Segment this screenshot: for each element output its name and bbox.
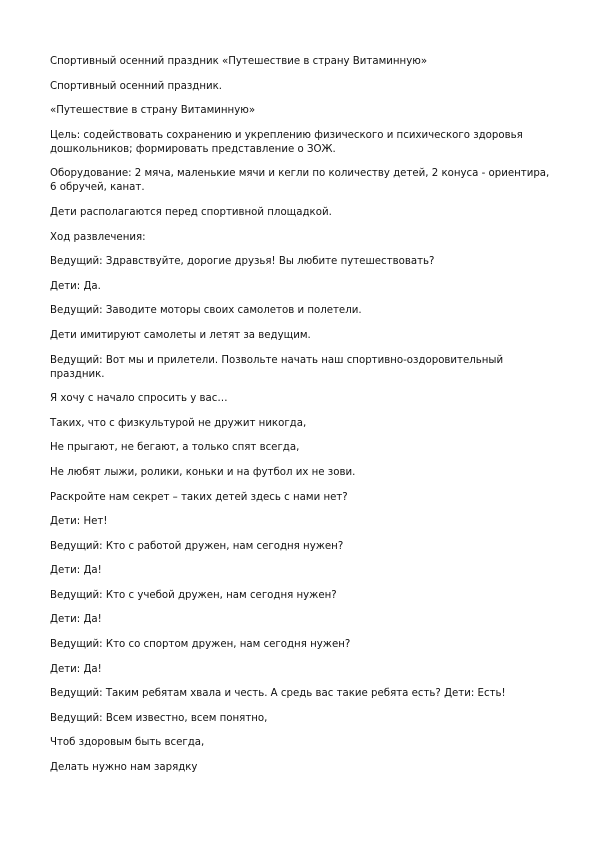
poem-line: Не прыгают, не бегают, а только спят всегда,	[50, 442, 300, 454]
dialogue-line: Дети: Нет!	[50, 516, 108, 528]
subtitle-quote: «Путешествие в страну Витаминную»	[50, 105, 256, 117]
dialogue-line: Дети имитируют самолеты и летят за ведущим.	[50, 329, 311, 341]
poem-line: Чтоб здоровым быть всегда,	[50, 737, 205, 749]
dialogue-line: Ведущий: Заводите моторы своих самолетов и полетели.	[50, 305, 362, 317]
document-title: Спортивный осенний праздник «Путешествие в страну Витаминную»	[50, 56, 428, 67]
dialogue-line: Я хочу с начало спросить у вас…	[50, 393, 228, 405]
poem-line: Таких, что с физкультурой не дружит никогда,	[50, 417, 307, 429]
dialogue-line: Ведущий: Кто со спортом дружен, нам сегодня нужен?	[50, 639, 351, 651]
dialogue-line: Дети: Да!	[50, 663, 102, 675]
equipment-paragraph: Оборудование: 2 мяча, маленькие мячи и кегли по количеству детей, 2 конуса - ориентира, 6 обручей, канат.	[50, 168, 550, 194]
dialogue-line: Ведущий: Здравствуйте, дорогие друзья! Вы любите путешествовать?	[50, 256, 435, 268]
poem-line: Раскройте нам секрет – таких детей здесь с нами нет?	[50, 491, 348, 503]
section-heading: Ход развлечения:	[50, 231, 146, 243]
poem-line: Не любят лыжи, ролики, коньки и на футбол их не зови.	[50, 466, 356, 478]
document-body	[50, 55, 550, 786]
dialogue-line: Ведущий: Таким ребятам хвала и честь. А средь вас такие ребята есть? Дети: Есть!	[50, 688, 506, 700]
poem-line: Делать нужно нам зарядку	[50, 762, 198, 774]
subtitle-line: Спортивный осенний праздник.	[50, 80, 223, 92]
dialogue-line: Ведущий: Вот мы и прилетели. Позвольте начать наш спортивно-оздоровительный праздник.	[50, 354, 504, 380]
dialogue-line: Ведущий: Кто с учебой дружен, нам сегодня нужен?	[50, 589, 337, 601]
goal-paragraph: Цель: содействовать сохранению и укреплению физического и психического здоровья дошкольников; формировать представление о ЗОЖ.	[50, 129, 523, 155]
setup-paragraph: Дети располагаются перед спортивной площадкой.	[50, 206, 332, 218]
dialogue-line: Ведущий: Кто с работой дружен, нам сегодня нужен?	[50, 540, 344, 552]
dialogue-line: Дети: Да.	[50, 280, 101, 292]
dialogue-line: Дети: Да!	[50, 614, 102, 626]
dialogue-line: Дети: Да!	[50, 565, 102, 577]
dialogue-line: Ведущий: Всем известно, всем понятно,	[50, 712, 268, 724]
